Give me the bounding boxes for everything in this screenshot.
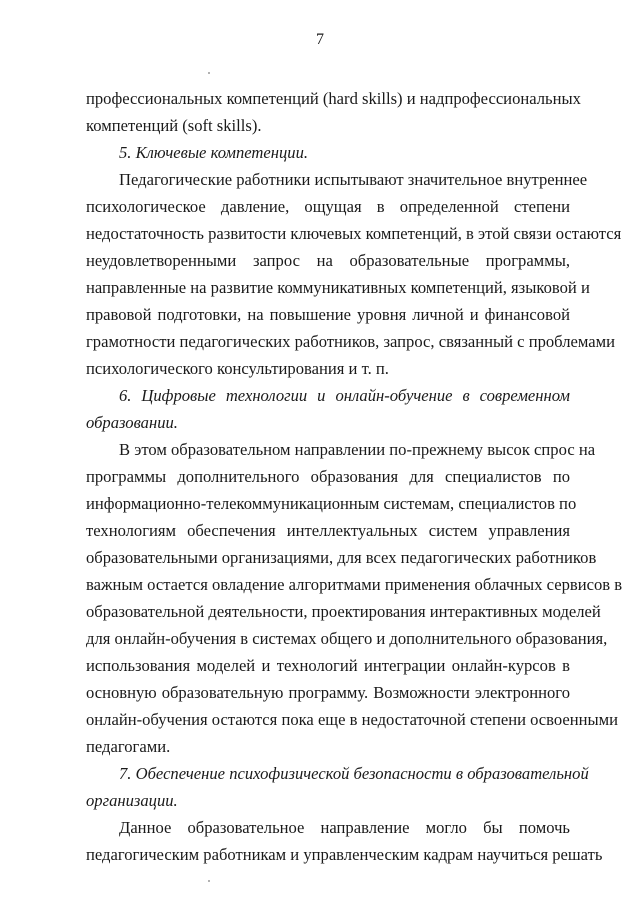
section-heading: организации.: [86, 791, 178, 810]
text-line: правовой подготовки, на повышение уровня личной и финансовой: [86, 305, 570, 324]
section-heading: 6. Цифровые технологии и онлайн-обучение в современном: [119, 386, 570, 405]
text-line: педагогами.: [86, 737, 171, 756]
text-line: для онлайн-обучения в системах общего и дополнительного образования,: [86, 629, 608, 648]
text-line: направленные на развитие коммуникативных компетенций, языковой и: [86, 278, 590, 297]
text-line: технологиям обеспечения интеллектуальных систем управления: [86, 521, 570, 540]
text-line: Данное образовательное направление могло бы помочь: [119, 818, 570, 837]
text-line: Педагогические работники испытывают значительное внутреннее: [119, 170, 588, 189]
scan-speck: [208, 72, 210, 74]
text-line: основную образовательную программу. Возможности электронного: [86, 683, 570, 702]
text-line: грамотности педагогических работников, запрос, связанный с проблемами: [86, 332, 615, 351]
text-line: образовательной деятельности, проектирования интерактивных моделей: [86, 602, 601, 621]
section-heading: образовании.: [86, 413, 178, 432]
text-line: недостаточность развитости ключевых компетенций, в этой связи остаются: [86, 224, 622, 243]
text-line: программы дополнительного образования для специалистов по: [86, 467, 570, 486]
text-line: неудовлетворенными запрос на образовательные программы,: [86, 251, 570, 270]
text-line: В этом образовательном направлении по-прежнему высок спрос на: [119, 440, 596, 459]
text-line: компетенций (soft skills).: [86, 116, 262, 135]
text-line: психологического консультирования и т. п.: [86, 359, 389, 378]
text-line: использования моделей и технологий интеграции онлайн-курсов в: [86, 656, 570, 675]
text-line: образовательными организациями, для всех педагогических работников: [86, 548, 597, 567]
text-line: педагогическим работникам и управленческим кадрам научиться решать: [86, 845, 603, 864]
text-line: важным остается овладение алгоритмами применения облачных сервисов в: [86, 575, 623, 594]
text-line: профессиональных компетенций (hard skills) и надпрофессиональных: [86, 89, 581, 108]
body-text: [86, 85, 623, 868]
page-number: 7: [316, 31, 324, 48]
section-heading: 7. Обеспечение психофизической безопасности в образовательной: [119, 764, 589, 783]
scan-speck: [208, 880, 210, 882]
section-heading: 5. Ключевые компетенции.: [119, 143, 309, 162]
text-line: онлайн-обучения остаются пока еще в недостаточной степени освоенными: [86, 710, 619, 729]
text-line: информационно-телекоммуникационным системам, специалистов по: [86, 494, 577, 513]
text-line: психологическое давление, ощущая в определенной степени: [86, 197, 570, 216]
